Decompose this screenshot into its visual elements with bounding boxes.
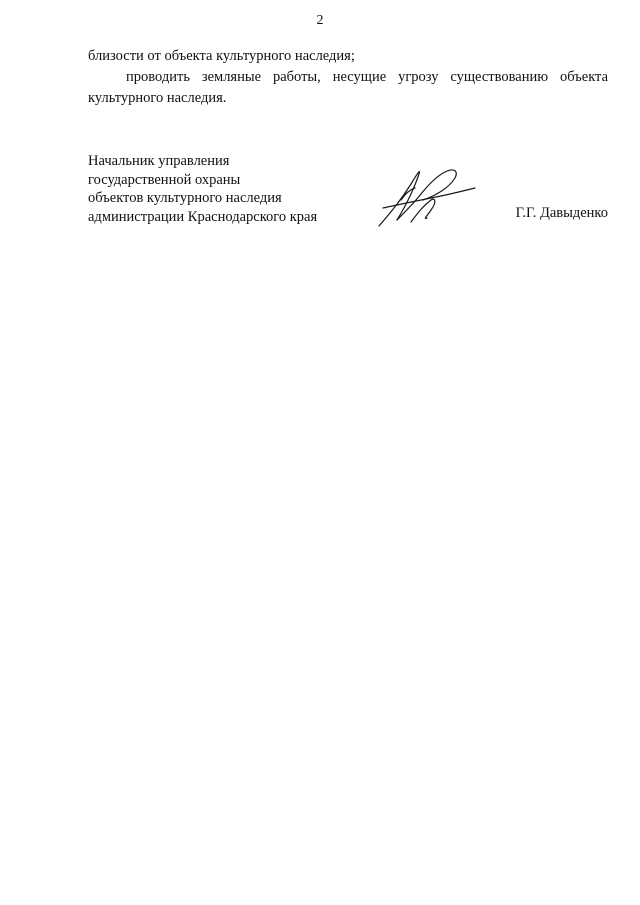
signature-block: [88, 152, 618, 242]
text-paragraph: проводить земляные работы, несущие угрозу существованию объекта культурного наследия.: [88, 69, 608, 106]
signer-position-line: администрации Краснодарского края: [88, 208, 318, 225]
signer-position-line: Начальник управления: [88, 153, 230, 169]
signer-name: Г.Г. Давыденко: [515, 205, 608, 221]
text-line-continuation: близости от объекта культурного наследия;: [88, 48, 355, 64]
page-number: 2: [316, 13, 324, 28]
document-body: [88, 46, 608, 109]
handwritten-signature: [371, 160, 481, 232]
signer-position-line: государственной охраны: [88, 171, 241, 188]
signer-position-line: объектов культурного наследия: [88, 190, 282, 206]
signer-position: [88, 152, 317, 226]
